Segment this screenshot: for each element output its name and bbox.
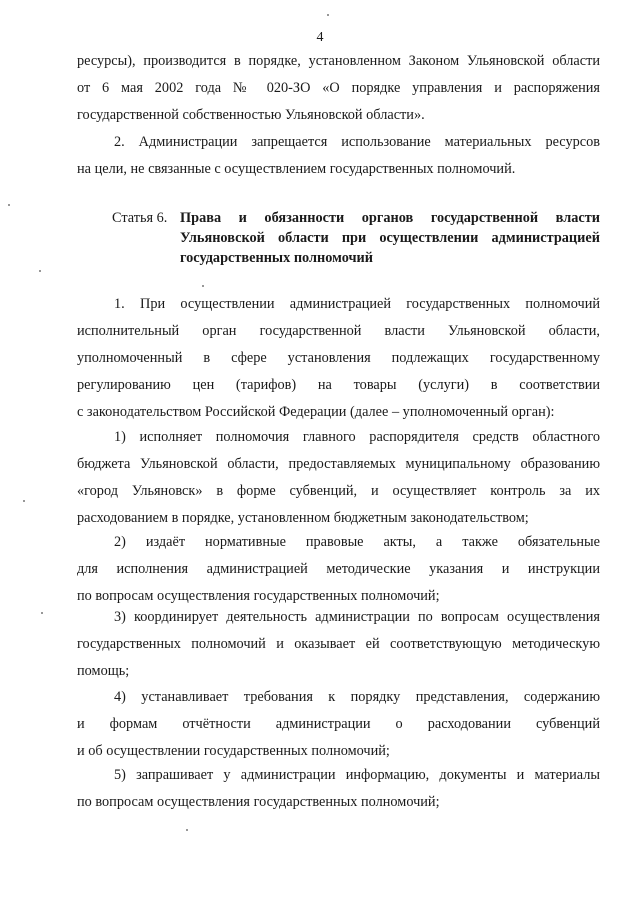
- scan-speck: [41, 612, 43, 614]
- text-line: 2) издаёт нормативные правовые акты, а также обязательные: [114, 534, 600, 550]
- top-paragraph: [77, 48, 600, 129]
- title-line: государственных полномочий: [180, 250, 374, 266]
- text-line: уполномоченный в сфере установления подлежащих государственному: [77, 350, 600, 366]
- text-line: 5) запрашивает у администрации информацию, документы и материалы: [114, 767, 600, 783]
- text-line: и об осуществлении государственных полномочий;: [77, 743, 390, 759]
- page-number: 4: [316, 30, 324, 45]
- text-line: по вопросам осуществления государственных полномочий;: [77, 588, 440, 604]
- scan-speck: [23, 500, 25, 502]
- text-line: от 6 мая 2002 года № 020-ЗО «О порядке управления и распоряжения: [77, 80, 600, 96]
- text-line: 3) координирует деятельность администрации по вопросам осуществления: [114, 609, 600, 625]
- text-line: помощь;: [77, 663, 130, 679]
- clause-1: [77, 291, 600, 426]
- text-line: 1. При осуществлении администрацией государственных полномочий: [114, 296, 600, 312]
- item-3: [77, 604, 600, 685]
- scan-speck: [186, 829, 188, 831]
- item-2: [77, 529, 600, 610]
- article-label: Статья 6.: [112, 210, 168, 226]
- text-line: исполнительный орган государственной власти Ульяновской области,: [77, 323, 600, 339]
- title-line: Ульяновской области при осуществлении администрацией: [180, 230, 600, 246]
- scan-speck: [202, 285, 204, 287]
- text-line: государственной собственностью Ульяновской области».: [77, 107, 425, 123]
- paragraph-2: [77, 129, 600, 183]
- scan-speck: [8, 204, 10, 206]
- text-line: и формам отчётности администрации о расходовании субвенций: [77, 716, 600, 732]
- text-line: государственных полномочий и оказывает ей соответствующую методическую: [77, 636, 600, 652]
- text-line: для исполнения администрацией методические указания и инструкции: [77, 561, 600, 577]
- article-title: [180, 208, 600, 268]
- text-line: 2. Администрации запрещается использование материальных ресурсов: [114, 134, 600, 150]
- text-line: с законодательством Российской Федерации (далее – уполномоченный орган):: [77, 404, 555, 420]
- text-line: «город Ульяновск» в форме субвенций, и осуществляет контроль за их: [77, 483, 600, 499]
- scan-speck: [39, 270, 41, 272]
- text-line: расходованием в порядке, установленном бюджетным законодательством;: [77, 510, 529, 526]
- text-line: на цели, не связанные с осуществлением государственных полномочий.: [77, 161, 516, 177]
- text-line: ресурсы), производится в порядке, установленном Законом Ульяновской области: [77, 53, 600, 69]
- item-5: [77, 762, 600, 816]
- text-line: 1) исполняет полномочия главного распорядителя средств областного: [114, 429, 600, 445]
- text-line: бюджета Ульяновской области, предоставляемых муниципальному образованию: [77, 456, 600, 472]
- text-line: 4) устанавливает требования к порядку представления, содержанию: [114, 689, 600, 705]
- text-line: регулированию цен (тарифов) на товары (услуги) в соответствии: [77, 377, 600, 393]
- scan-speck: [327, 14, 329, 16]
- text-line: по вопросам осуществления государственных полномочий;: [77, 794, 440, 810]
- item-1: [77, 424, 600, 532]
- item-4: [77, 684, 600, 765]
- title-line: Права и обязанности органов государственной власти: [180, 210, 600, 226]
